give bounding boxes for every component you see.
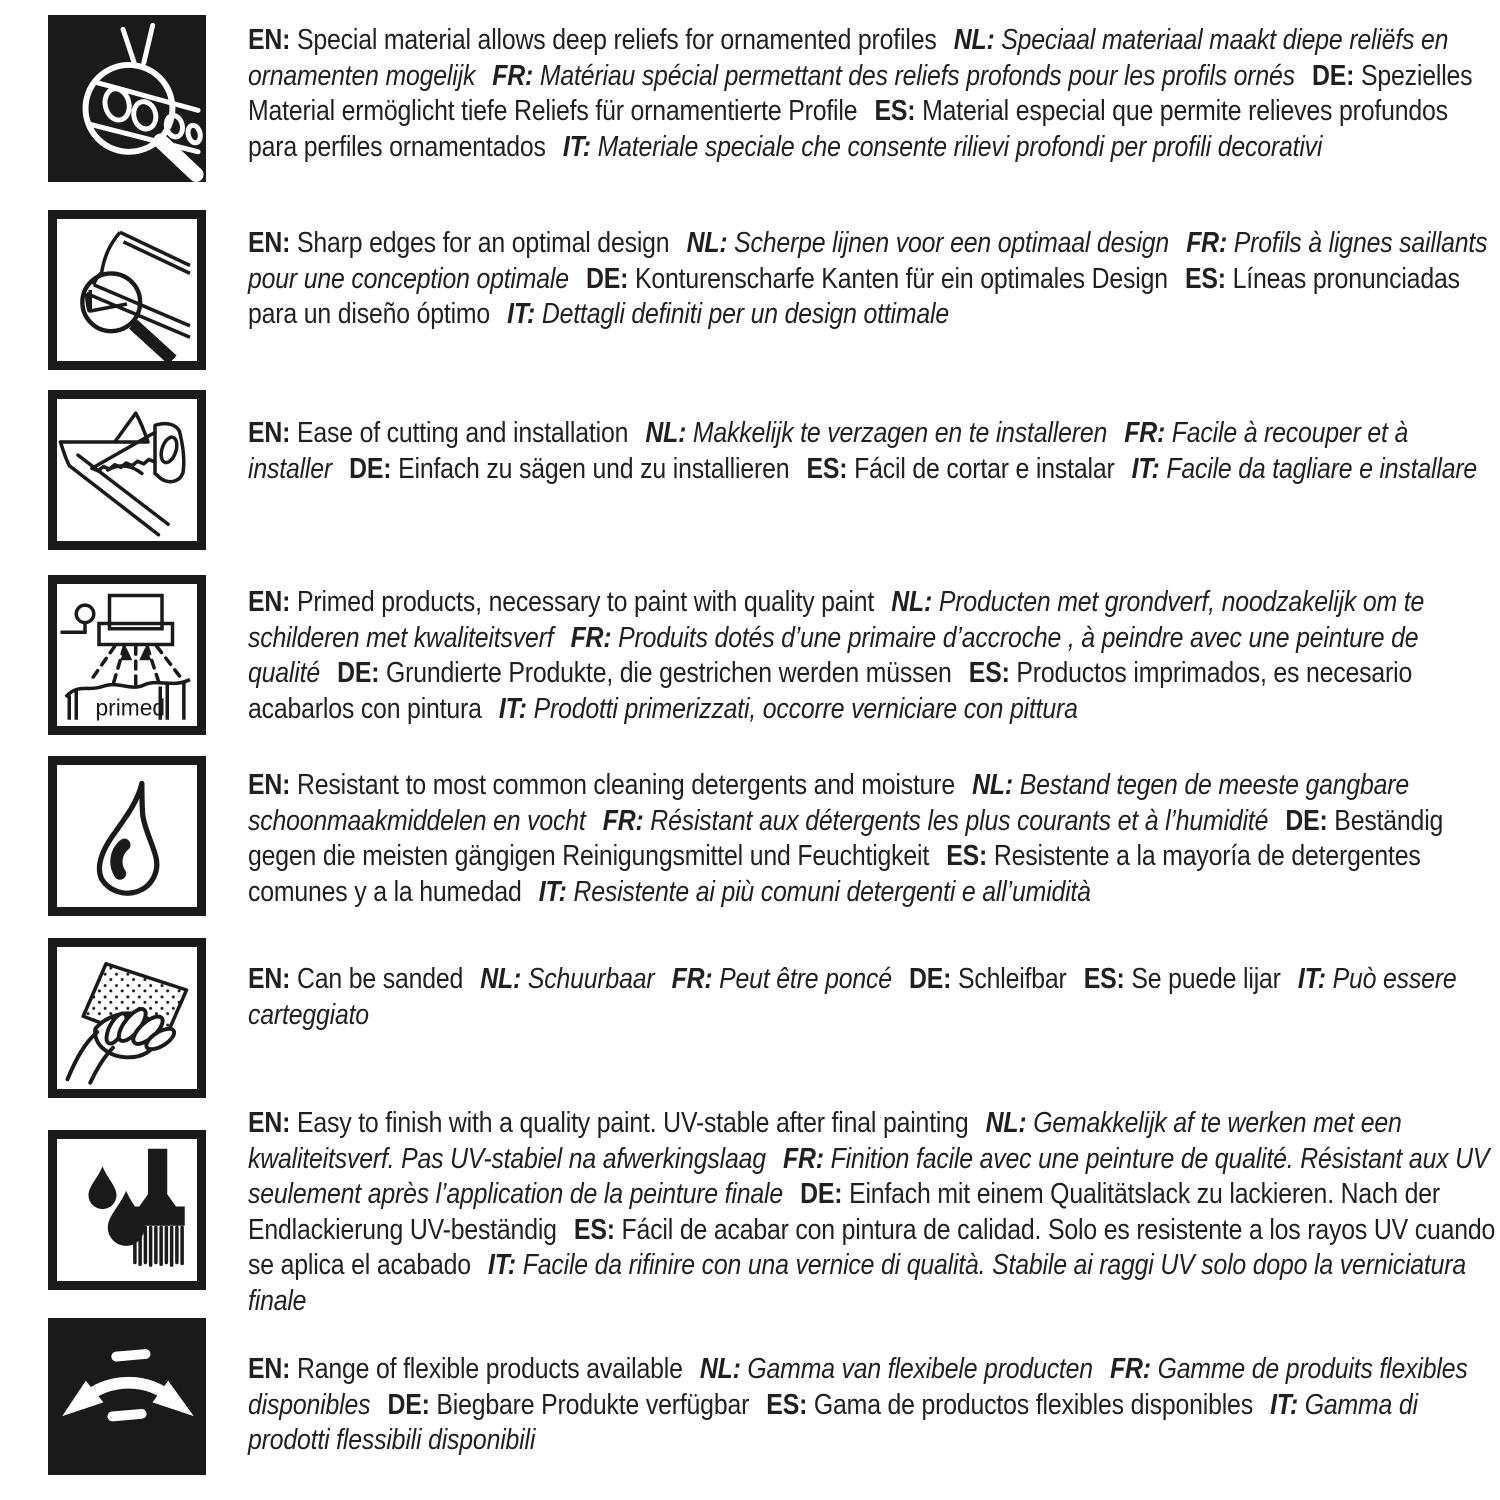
sanding-hand-icon — [48, 938, 206, 1098]
segment-nl: NL: Makkelijk te verzagen en te installeren — [645, 417, 1108, 449]
segment-fr: FR: Résistant aux détergents les plus courants et à l’humidité — [602, 804, 1269, 837]
segment-es: ES: Se puede lijar — [1083, 963, 1281, 995]
feature-text — [248, 23, 1499, 165]
sharp-edge-magnifier-icon — [48, 210, 206, 370]
segment-es: ES: Material especial que permite relieves profundos para perfiles ornamentados — [248, 95, 1448, 163]
segment-es: ES: Fácil de acabar con pintura de calidad. Solo es resistente a los rayos UV cuando se aplica el acabado — [248, 1213, 1496, 1281]
segment-nl: NL: Gemakkelijk af te werken met een kwaliteitsverf. Pas UV-stabiel na afwerkingslaag — [248, 1107, 1402, 1175]
feature-text — [248, 1352, 1499, 1459]
segment-nl: NL: Schuurbaar — [480, 963, 655, 995]
segment-fr: FR: Facile à recouper et à installer — [248, 417, 1409, 485]
primer-spray-icon — [48, 575, 206, 735]
feature-text — [248, 1106, 1499, 1319]
feature-text — [248, 585, 1499, 727]
segment-en: EN: Ease of cutting and installation — [248, 417, 629, 449]
segment-en: EN: Special material allows deep reliefs for ornamented profiles — [248, 24, 937, 56]
segment-nl: NL: Gamma van flexibele producten — [699, 1353, 1093, 1385]
segment-it: IT: Può essere carteggiato — [248, 963, 1457, 1031]
segment-fr: FR: Matériau spécial permettant des reliefs profonds pour les profils ornés — [492, 59, 1295, 92]
segment-en: EN: Primed products, necessary to paint with quality paint — [248, 586, 875, 618]
feature-text — [248, 962, 1499, 1033]
segment-nl: NL: Speciaal materiaal maakt diepe reliëfs en ornamenten mogelijk — [248, 24, 1449, 92]
segment-en: EN: Easy to finish with a quality paint. UV-stable after final painting — [248, 1107, 969, 1139]
segment-fr: FR: Finition facile avec une peinture de qualité. Résistant aux UV seulement après l’application de la peinture finale — [248, 1142, 1490, 1210]
feature-text — [248, 226, 1499, 333]
ornamented-profile-magnifier-icon — [48, 15, 206, 182]
segment-de: DE: Schleifbar — [908, 963, 1067, 995]
segment-fr: FR: Gamme de produits flexibles disponibles — [248, 1353, 1468, 1421]
segment-nl: NL: Producten met grondverf, noodzakelijk om te schilderen met kwaliteitsverf — [248, 586, 1425, 654]
segment-en: EN: Sharp edges for an optimal design — [248, 227, 670, 259]
segment-de: DE: Grundierte Produkte, die gestrichen werden müssen — [337, 657, 952, 689]
segment-es: ES: Productos imprimados, es necesario acabarlos con pintura — [248, 657, 1413, 725]
segment-it: IT: Materiale speciale che consente rilievi profondi per profili decorativi — [562, 130, 1323, 163]
segment-it: IT: Resistente ai più comuni detergenti e all’umidità — [538, 875, 1091, 908]
segment-de: DE: Biegbare Produkte verfügbar — [387, 1388, 750, 1421]
segment-es: ES: Gama de productos flexibles disponibles — [766, 1388, 1253, 1421]
segment-fr: FR: Produits dotés d’une primaire d’accroche , à peindre avec une peinture de qualité — [248, 621, 1419, 689]
primed-caption: primed — [95, 694, 166, 721]
segment-de: DE: Beständig gegen die meisten gängigen Reinigungsmittel und Feuchtigkeit — [248, 804, 1444, 872]
segment-en: EN: Can be sanded — [248, 963, 464, 995]
segment-fr: FR: Peut être poncé — [671, 963, 892, 995]
segment-it: IT: Facile da rifinire con una vernice di qualità. Stabile ai raggi UV solo dopo la verniciatura finale — [248, 1249, 1467, 1317]
water-drop-icon — [48, 756, 206, 916]
segment-nl: NL: Bestand tegen de meeste gangbare schoonmaakmiddelen en vocht — [248, 769, 1409, 837]
paint-brush-drops-icon — [48, 1130, 206, 1290]
segment-it: IT: Prodotti primerizzati, occorre verniciare con pittura — [498, 692, 1078, 725]
segment-it: IT: Gamma di prodotti flessibili disponibili — [248, 1388, 1418, 1456]
feature-text — [248, 416, 1499, 487]
segment-en: EN: Resistant to most common cleaning detergents and moisture — [248, 769, 956, 801]
segment-es: ES: Fácil de cortar e instalar — [806, 452, 1115, 485]
segment-es: ES: Líneas pronunciadas para un diseño óptimo — [248, 262, 1460, 330]
segment-es: ES: Resistente a la mayoría de detergentes comunes y a la humedad — [248, 840, 1421, 908]
segment-en: EN: Range of flexible products available — [248, 1353, 683, 1385]
flexible-arrow-icon — [48, 1318, 206, 1475]
segment-de: DE: Konturenscharfe Kanten für ein optimales Design — [586, 262, 1168, 295]
segment-it: IT: Facile da tagliare e installare — [1131, 452, 1478, 485]
segment-fr: FR: Profils à lignes saillants pour une conception optimale — [248, 227, 1488, 295]
segment-de: DE: Einfach mit einem Qualitätslack zu lackieren. Nach der Endlackierung UV-beständig — [248, 1178, 1441, 1246]
segment-nl: NL: Scherpe lijnen voor een optimaal design — [686, 227, 1170, 259]
segment-de: DE: Einfach zu sägen und zu installieren — [349, 452, 790, 485]
segment-it: IT: Dettagli definiti per un design ottimale — [507, 298, 950, 330]
hand-saw-icon — [48, 390, 206, 550]
segment-de: DE: Spezielles Material ermöglicht tiefe Reliefs für ornamentierte Profile — [248, 59, 1473, 127]
feature-text — [248, 768, 1499, 910]
